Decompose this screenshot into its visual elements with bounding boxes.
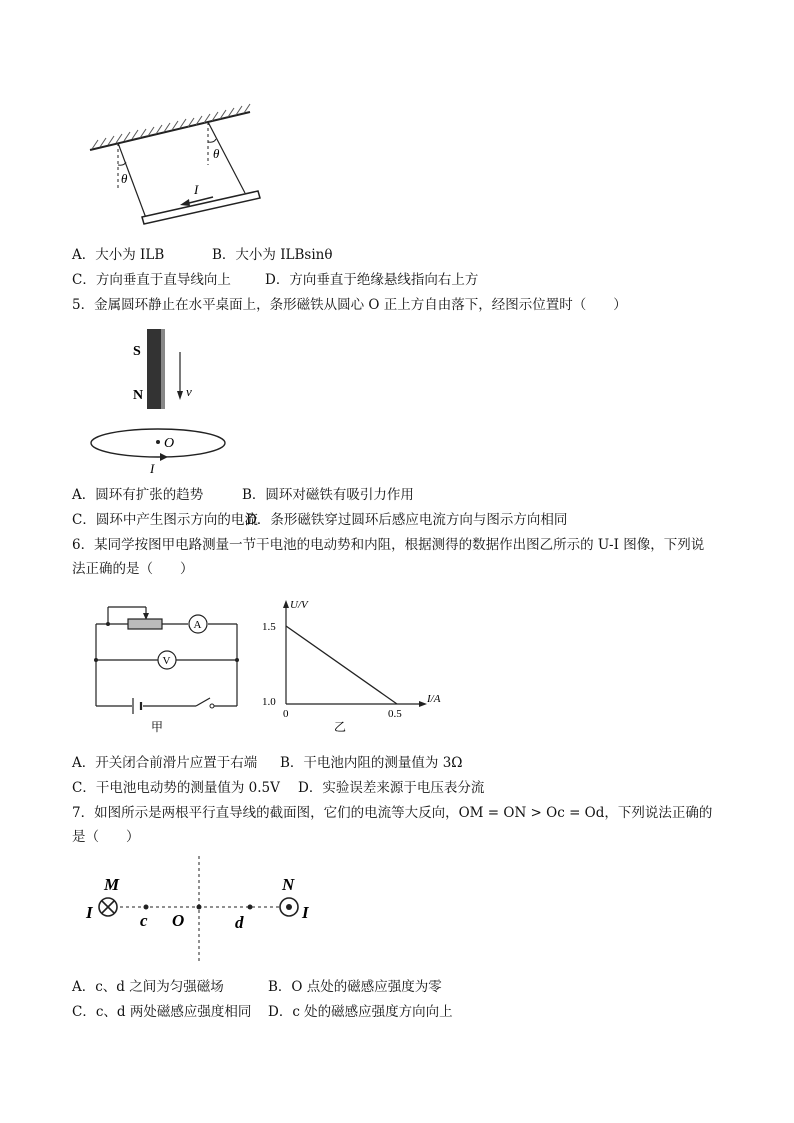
dot-mark bbox=[286, 904, 292, 910]
current-right-label: I bbox=[302, 903, 309, 922]
y-tick-label: 1.0 bbox=[262, 696, 276, 708]
q6-option-c: C．干电池电动势的测量值为 0.5V bbox=[72, 780, 280, 796]
q7-option-c: C．c、d 两处磁感应强度相同 bbox=[72, 1004, 252, 1020]
y-tick-label: 1.5 bbox=[262, 621, 276, 633]
current-label: I bbox=[194, 182, 199, 197]
label-o: O bbox=[172, 911, 185, 930]
pole-s-label: S bbox=[133, 344, 141, 359]
q6-stem-line2: 法正确的是（ ） bbox=[72, 561, 194, 577]
point-c bbox=[144, 905, 149, 910]
label-d: d bbox=[235, 913, 244, 932]
theta-right-label: θ bbox=[213, 146, 220, 161]
q4-option-b: B．大小为 ILBsinθ bbox=[212, 247, 333, 263]
q7-option-a: A．c、d 之间为匀强磁场 bbox=[72, 979, 224, 995]
ring-current-label: I bbox=[150, 461, 155, 476]
q6-option-b: B．干电池内阻的测量值为 3Ω bbox=[280, 755, 463, 771]
q6-stem-line1: 6．某同学按图甲电路测量一节干电池的电动势和内阻，根据测得的数据作出图乙所示的 U-I 图像，下列说 bbox=[72, 537, 705, 553]
velocity-label: v bbox=[186, 384, 192, 399]
voltmeter-label: V bbox=[162, 655, 171, 667]
x-axis-label: I/A bbox=[427, 693, 441, 705]
pole-n-label: N bbox=[133, 388, 144, 403]
q4-option-d: D．方向垂直于绝缘悬线指向右上方 bbox=[265, 272, 479, 288]
q6-option-a: A．开关闭合前滑片应置于右端 bbox=[72, 755, 258, 771]
x-tick-label: 0 bbox=[283, 708, 289, 720]
current-left-label: I bbox=[86, 903, 93, 922]
circuit-caption: 甲 bbox=[151, 720, 164, 734]
q5-option-c: C．圆环中产生图示方向的电流 bbox=[72, 512, 258, 528]
center-label: O bbox=[164, 436, 175, 451]
q7-option-b: B．O 点处的磁感应强度为零 bbox=[268, 979, 442, 995]
q4-option-a: A．大小为 ILB bbox=[72, 247, 165, 263]
graph-caption: 乙 bbox=[334, 720, 347, 734]
q7-stem-line2: 是（ ） bbox=[72, 829, 140, 845]
q7-option-d: D．c 处的磁感应强度方向向上 bbox=[268, 1004, 453, 1020]
point-d bbox=[248, 905, 253, 910]
ammeter-label: A bbox=[193, 619, 202, 631]
label-c: c bbox=[140, 911, 148, 930]
label-n: N bbox=[282, 875, 295, 894]
q6-option-d: D．实验误差来源于电压表分流 bbox=[298, 780, 485, 796]
q7-stem-line1: 7．如图所示是两根平行直导线的截面图，它们的电流等大反向，OM = ON > Oc = Od，下列说法正确的 bbox=[72, 805, 713, 821]
q5-option-a: A．圆环有扩张的趋势 bbox=[72, 487, 204, 503]
point-o bbox=[197, 905, 202, 910]
theta-left-label: θ bbox=[121, 171, 128, 186]
y-axis-label: U/V bbox=[290, 599, 308, 611]
q5-stem: 5．金属圆环静止在水平桌面上，条形磁铁从圆心 O 正上方自由落下，经图示位置时（ ） bbox=[72, 297, 627, 313]
q4-option-c: C．方向垂直于直导线向上 bbox=[72, 272, 231, 288]
q5-option-b: B．圆环对磁铁有吸引力作用 bbox=[242, 487, 414, 503]
q5-option-d: D．条形磁铁穿过圆环后感应电流方向与图示方向相同 bbox=[246, 512, 568, 528]
label-m: M bbox=[104, 875, 120, 894]
x-tick-label: 0.5 bbox=[388, 708, 402, 720]
